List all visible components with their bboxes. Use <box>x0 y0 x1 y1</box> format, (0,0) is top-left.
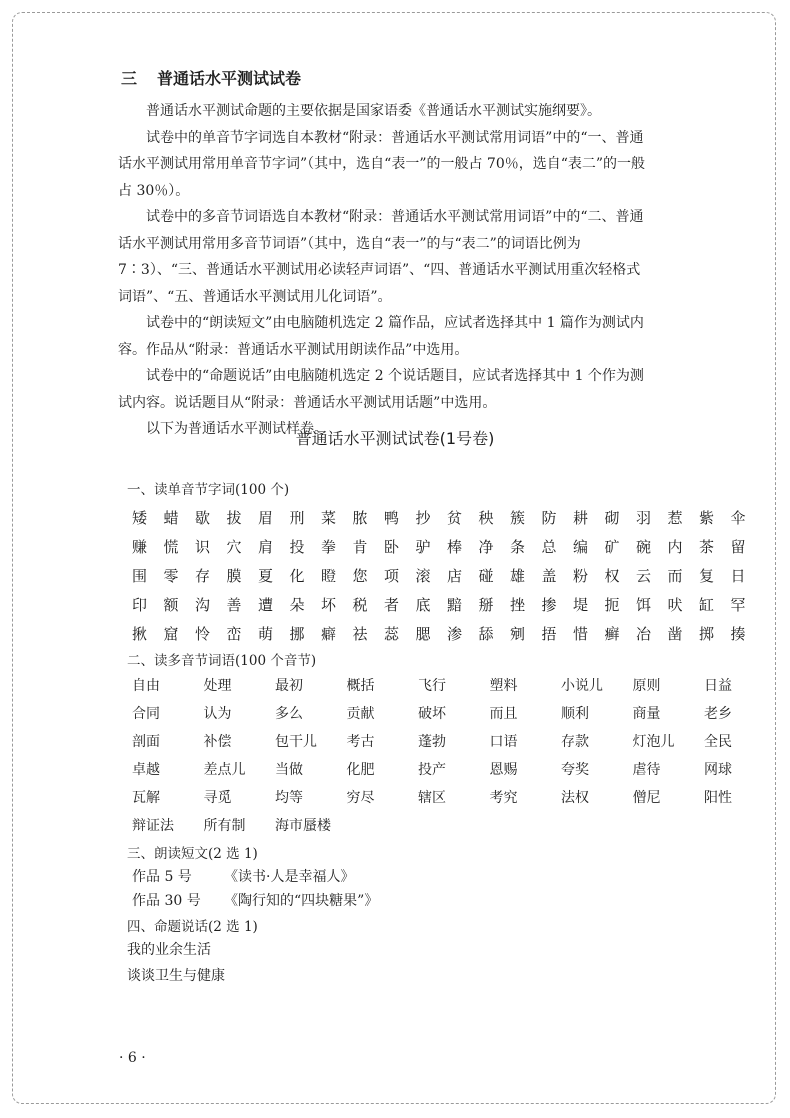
char-cell: 矿 <box>604 538 620 556</box>
word-cell: 最初 <box>275 678 303 694</box>
char-cell: 朵 <box>289 596 305 614</box>
char-cell: 慌 <box>163 538 179 556</box>
char-cell: 癖 <box>321 625 337 643</box>
char-cell: 云 <box>636 567 652 585</box>
word-cell: 所有制 <box>203 818 246 834</box>
char-cell: 揍 <box>730 625 746 643</box>
char-cell: 萌 <box>258 625 274 643</box>
word-cell: 补偿 <box>203 734 232 750</box>
char-cell: 雄 <box>510 567 526 585</box>
char-cell: 祛 <box>352 625 368 643</box>
reading-item-title: 《读书·人是幸福人》 <box>224 869 355 885</box>
word-cell: 瓦解 <box>132 790 160 806</box>
char-cell: 额 <box>163 596 179 614</box>
char-cell: 滚 <box>415 567 431 585</box>
word-cell: 塑料 <box>489 678 518 694</box>
intro-paragraph: 试卷中的单音节字词选自本教材“附录：普通话水平测试常用词语”中的“一、普通话水平测试用常用单音节字词”（其中，选自“表一”的一般占 70％，选自“表二”的一般占 30％）。 <box>118 129 646 199</box>
char-cell: 卧 <box>384 538 400 556</box>
word-cell: 当做 <box>275 762 303 778</box>
char-cell: 窟 <box>163 625 179 643</box>
word-cell: 口语 <box>489 734 518 750</box>
word-cell: 存款 <box>561 734 589 750</box>
char-cell: 抄 <box>415 509 431 527</box>
word-cell: 投产 <box>418 762 446 778</box>
word-cell: 破坏 <box>418 706 446 722</box>
char-cell: 围 <box>132 567 148 585</box>
word-cell: 辩证法 <box>132 818 174 834</box>
char-cell: 遭 <box>258 596 274 614</box>
word-cell: 灯泡儿 <box>632 734 675 750</box>
char-cell: 掺 <box>541 596 557 614</box>
char-cell: 膜 <box>226 567 242 585</box>
section-number: 三 <box>121 69 138 88</box>
char-cell: 您 <box>352 567 368 585</box>
char-cell: 歇 <box>195 509 211 527</box>
intro-text <box>118 98 650 443</box>
char-cell: 惹 <box>667 509 683 527</box>
char-cell: 凿 <box>667 625 683 643</box>
char-cell: 肯 <box>352 538 368 556</box>
word-cell: 而且 <box>489 706 518 722</box>
page-number: · 6 · <box>119 1050 146 1066</box>
word-cell: 老乡 <box>704 706 732 722</box>
char-cell: 掰 <box>478 596 494 614</box>
word-cell: 卓越 <box>132 762 160 778</box>
word-cell: 夸奖 <box>561 762 589 778</box>
char-cell: 掷 <box>699 625 715 643</box>
speaking-topic: 我的业余生活 <box>127 942 211 958</box>
word-cell: 小说儿 <box>561 678 603 694</box>
char-cell: 总 <box>541 538 557 556</box>
reading-item <box>132 890 378 910</box>
intro-paragraph: 试卷中的“朗读短文”由电脑随机选定 2 篇作品，应试者选择其中 1 篇作为测试内容。作品从“附录：普通话水平测试用朗读作品”中选用。 <box>118 315 644 358</box>
word-cell: 商量 <box>632 706 661 722</box>
char-cell: 惜 <box>573 625 589 643</box>
char-cell: 挪 <box>289 625 305 643</box>
char-cell: 拔 <box>226 509 242 527</box>
char-cell: 罕 <box>730 596 746 614</box>
char-cell: 揪 <box>132 625 148 643</box>
char-cell: 底 <box>415 596 431 614</box>
word-cell: 海市蜃楼 <box>275 818 331 834</box>
reading-item-label: 作品 5 号 <box>132 869 192 885</box>
char-cell: 缸 <box>699 596 715 614</box>
char-cell: 赚 <box>132 538 148 556</box>
word-cell: 处理 <box>203 678 232 694</box>
part2-heading: 二、读多音节词语(100 个音节) <box>127 653 317 669</box>
char-cell: 剜 <box>510 625 526 643</box>
char-cell: 零 <box>163 567 179 585</box>
char-cell: 棒 <box>447 538 463 556</box>
reading-item-title: 《陶行知的“四块糖果”》 <box>224 893 379 909</box>
paper-title: 普通话水平测试试卷(1号卷) <box>295 429 495 448</box>
word-cell: 合同 <box>132 706 160 722</box>
char-cell: 防 <box>541 509 557 527</box>
word-cell: 均等 <box>275 790 303 806</box>
char-cell: 鸭 <box>384 509 400 527</box>
char-cell: 化 <box>289 567 305 585</box>
char-cell: 峦 <box>226 625 242 643</box>
word-cell: 全民 <box>704 734 732 750</box>
section-heading <box>121 66 301 89</box>
char-cell: 穴 <box>226 538 242 556</box>
part1-heading: 一、读单音节字词(100 个) <box>127 482 290 498</box>
word-cell: 概括 <box>346 678 375 694</box>
word-cell: 差点儿 <box>203 762 246 778</box>
char-cell: 粉 <box>573 567 589 585</box>
char-cell: 沟 <box>195 596 211 614</box>
char-cell: 羽 <box>636 509 652 527</box>
part4-heading: 四、命题说话(2 选 1) <box>127 919 258 935</box>
word-cell: 化肥 <box>346 762 375 778</box>
char-cell: 盖 <box>541 567 557 585</box>
char-cell: 复 <box>699 567 715 585</box>
char-cell: 贫 <box>447 509 463 527</box>
char-cell: 紫 <box>699 509 715 527</box>
char-cell: 茶 <box>699 538 715 556</box>
char-cell: 脓 <box>352 509 368 527</box>
char-cell: 秧 <box>478 509 494 527</box>
char-cell: 饵 <box>636 596 652 614</box>
char-cell: 瞪 <box>321 567 337 585</box>
char-cell: 菜 <box>321 509 337 527</box>
char-cell: 日 <box>730 567 746 585</box>
word-cell: 包干儿 <box>275 734 317 750</box>
word-cell: 贡献 <box>346 706 375 722</box>
char-cell: 碰 <box>478 567 494 585</box>
char-cell: 蜡 <box>163 509 179 527</box>
char-cell: 内 <box>667 538 683 556</box>
word-cell: 飞行 <box>418 678 446 694</box>
char-cell: 蕊 <box>384 625 400 643</box>
char-cell: 冶 <box>636 625 652 643</box>
char-cell: 而 <box>667 567 683 585</box>
part3-heading: 三、朗读短文(2 选 1) <box>127 846 258 862</box>
char-cell: 簇 <box>510 509 526 527</box>
char-cell: 项 <box>384 567 400 585</box>
word-cell: 僧尼 <box>632 790 661 806</box>
word-cell: 多么 <box>275 706 303 722</box>
reading-item <box>132 866 354 886</box>
char-cell: 腮 <box>415 625 431 643</box>
char-cell: 夏 <box>258 567 274 585</box>
word-cell: 蓬勃 <box>418 734 446 750</box>
char-cell: 编 <box>573 538 589 556</box>
char-cell: 碗 <box>636 538 652 556</box>
word-cell: 虐待 <box>632 762 661 778</box>
char-cell: 税 <box>352 596 368 614</box>
word-cell: 顺利 <box>561 706 589 722</box>
intro-paragraph: 以下为普通话水平测试样卷。 <box>146 421 328 437</box>
char-cell: 坏 <box>321 596 337 614</box>
char-cell: 舔 <box>478 625 494 643</box>
char-cell: 怜 <box>195 625 211 643</box>
char-cell: 留 <box>730 538 746 556</box>
word-cell: 日益 <box>704 678 732 694</box>
word-cell: 穷尽 <box>346 790 375 806</box>
char-cell: 矮 <box>132 509 148 527</box>
char-cell: 印 <box>132 596 148 614</box>
char-cell: 善 <box>226 596 242 614</box>
char-cell: 刑 <box>289 509 305 527</box>
word-cell: 剖面 <box>132 734 160 750</box>
char-cell: 伞 <box>730 509 746 527</box>
intro-paragraph: 普通话水平测试命题的主要依据是国家语委《普通话水平测试实施纲要》。 <box>146 103 601 119</box>
char-cell: 癣 <box>604 625 620 643</box>
word-cell: 考古 <box>346 734 375 750</box>
word-cell: 恩赐 <box>489 762 518 778</box>
char-cell: 堤 <box>573 596 589 614</box>
word-cell: 辖区 <box>418 790 446 806</box>
char-cell: 投 <box>289 538 305 556</box>
char-cell: 存 <box>195 567 211 585</box>
word-cell: 网球 <box>704 762 732 778</box>
speaking-topic: 谈谈卫生与健康 <box>127 968 225 984</box>
word-cell: 原则 <box>632 678 661 694</box>
char-cell: 权 <box>604 567 620 585</box>
char-cell: 砌 <box>604 509 620 527</box>
intro-paragraph: 试卷中的多音节词语选自本教材“附录：普通话水平测试常用词语”中的“二、普通话水平测试用常用多音节词语”（其中，选自“表一”的与“表二”的词语比例为 7∶3）、“三、普通话水平测试用必读轻声词语”、“四、普通话水平测试用重次轻格式词语”、“五、普通话水平测试用儿化词语”。 <box>118 209 644 305</box>
word-cell: 法权 <box>561 790 589 806</box>
char-cell: 店 <box>447 567 463 585</box>
char-cell: 净 <box>478 538 494 556</box>
word-cell: 阳性 <box>704 790 732 806</box>
char-cell: 挫 <box>510 596 526 614</box>
char-cell: 肩 <box>258 538 274 556</box>
word-cell: 自由 <box>132 678 160 694</box>
section-title: 普通话水平测试试卷 <box>157 69 302 88</box>
char-cell: 眉 <box>258 509 274 527</box>
char-cell: 黯 <box>447 596 463 614</box>
char-cell: 条 <box>510 538 526 556</box>
word-cell: 寻觅 <box>203 790 232 806</box>
char-cell: 者 <box>384 596 400 614</box>
char-cell: 耕 <box>573 509 589 527</box>
char-cell: 识 <box>195 538 211 556</box>
word-cell: 考究 <box>489 790 518 806</box>
char-cell: 吠 <box>667 596 683 614</box>
char-cell: 拳 <box>321 538 337 556</box>
char-cell: 扼 <box>604 596 620 614</box>
word-cell: 认为 <box>203 706 232 722</box>
intro-paragraph: 试卷中的“命题说话”由电脑随机选定 2 个说话题目，应试者选择其中 1 个作为测试内容。说话题目从“附录：普通话水平测试用话题”中选用。 <box>118 368 644 411</box>
char-cell: 捂 <box>541 625 557 643</box>
char-cell: 渗 <box>447 625 463 643</box>
reading-item-label: 作品 30 号 <box>132 893 201 909</box>
char-cell: 驴 <box>415 538 431 556</box>
